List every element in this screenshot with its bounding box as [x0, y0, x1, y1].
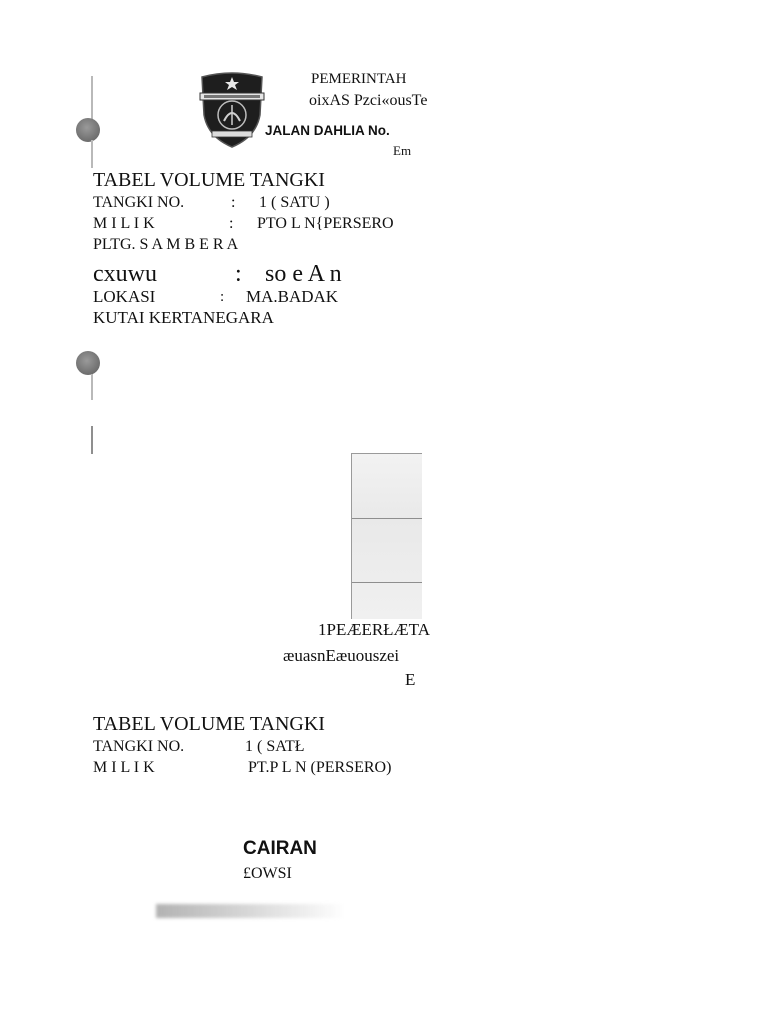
table-title-1: TABEL VOLUME TANGKI [93, 169, 325, 191]
pltg-line: PLTG. S A M B E R A [93, 236, 239, 253]
milik-label-2: M I L I K [93, 759, 155, 776]
milik-colon-1: : [229, 215, 234, 232]
tangki-colon-1: : [231, 194, 236, 211]
cairan-colon-1: : [235, 261, 242, 287]
milik-value-1: PTO L N{PERSERO [257, 215, 394, 232]
table-title-2: TABEL VOLUME TANGKI [93, 713, 325, 735]
tangki-label-1: TANGKI NO. [93, 194, 185, 211]
scanned-photo-fragment [351, 453, 422, 619]
owsi-line: £OWSI [243, 865, 292, 882]
tangki-label-2: TANGKI NO. [93, 738, 185, 755]
kutai-kertanegara-line: KUTAI KERTANEGARA [93, 308, 274, 327]
cairan-value-1: so e A n [265, 261, 342, 287]
regional-emblem-logo [196, 71, 268, 149]
scan-smudge [156, 904, 346, 918]
mid-heading-line-2: æuasnEæuouszei [283, 646, 400, 665]
lokasi-label: LOKASI [93, 287, 156, 306]
cairan-label-1: cxuwu [93, 261, 157, 287]
cairan-heading: CAIRAN [243, 838, 317, 859]
letterhead-address: JALAN DAHLIA No. [265, 123, 390, 138]
lokasi-value: MA.BADAK [246, 287, 339, 306]
letterhead-line-2: oixAS Pzci«ousTe [309, 92, 428, 109]
tangki-value-1: 1 ( SATU ) [259, 194, 330, 211]
mid-heading-line-3: E [405, 670, 416, 689]
mid-heading-line-1: 1PEÆERŁÆTA [318, 620, 430, 639]
letterhead-email: Em [393, 143, 412, 158]
milik-value-2: PT.P L N (PERSERO) [248, 759, 392, 776]
milik-label-1: M I L I K [93, 215, 155, 232]
lokasi-colon: : [220, 289, 225, 305]
tangki-value-2: 1 ( SATŁ [245, 738, 305, 755]
letterhead-line-1: PEMERINTAH [311, 71, 407, 87]
